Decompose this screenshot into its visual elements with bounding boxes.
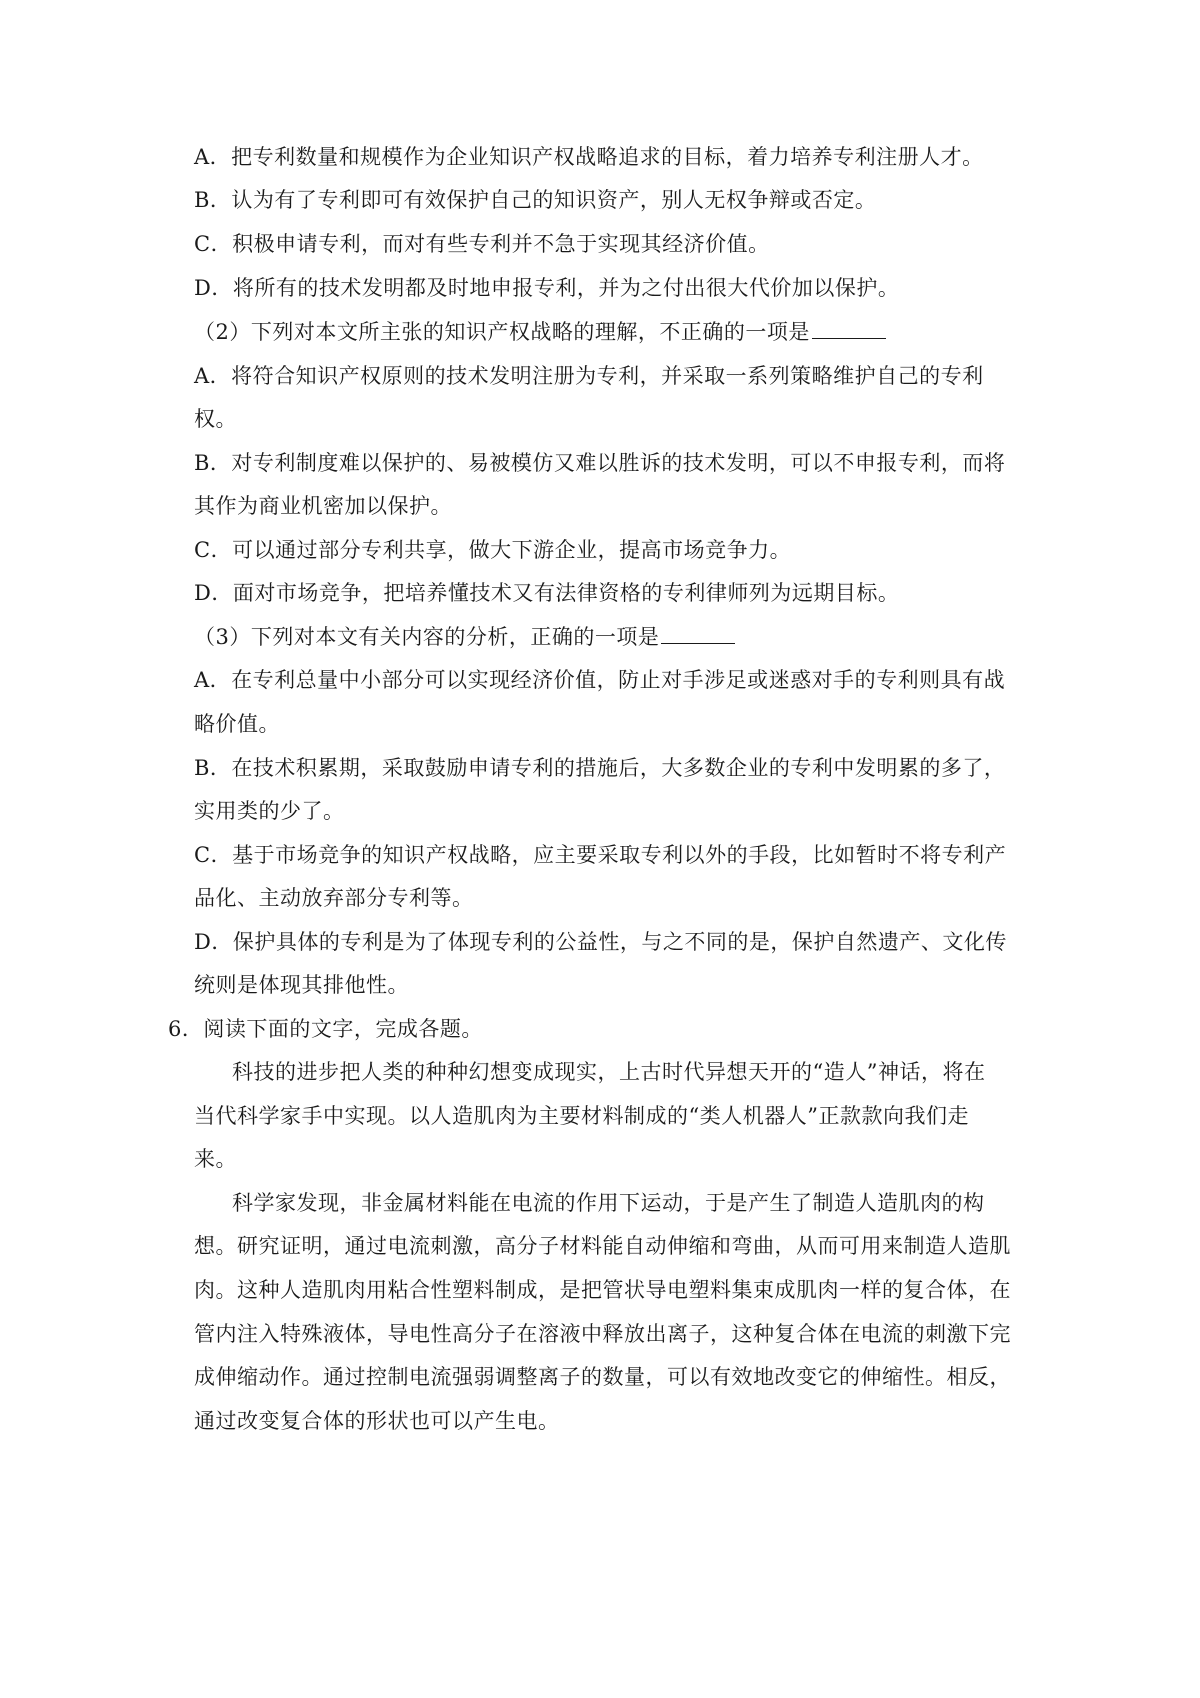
q6-para2-line6: 通过改变复合体的形状也可以产生电。: [194, 1409, 560, 1433]
q3-stem-text: （3）下列对本文有关内容的分析，正确的一项是: [194, 625, 660, 649]
q6-para2-line2: 想。研究证明，通过电流刺激，高分子材料能自动伸缩和弯曲，从而可用来制造人造肌: [194, 1234, 1011, 1258]
q2-option-d: D．面对市场竞争，把培养懂技术又有法律资格的专利律师列为远期目标。: [194, 581, 900, 605]
q6-para2-line4: 管内注入特殊液体，导电性高分子在溶液中释放出离子，这种复合体在电流的刺激下完: [194, 1322, 1011, 1346]
q3-option-c-line2: 品化、主动放弃部分专利等。: [194, 886, 474, 910]
q2-stem: [194, 318, 886, 346]
q2-stem-text: （2）下列对本文所主张的知识产权战略的理解，不正确的一项是: [194, 320, 810, 344]
q6-para2-line5: 成伸缩动作。通过控制电流强弱调整离子的数量，可以有效地改变它的伸缩性。相反，: [194, 1365, 1011, 1389]
q1-option-d: D．将所有的技术发明都及时地申报专利，并为之付出很大代价加以保护。: [194, 276, 900, 300]
q2-option-b-line2: 其作为商业机密加以保护。: [194, 494, 452, 518]
answer-blank: [661, 623, 735, 644]
q2-option-c: C．可以通过部分专利共享，做大下游企业，提高市场竞争力。: [194, 538, 792, 562]
q6-para2-line3: 肉。这种人造肌肉用粘合性塑料制成，是把管状导电塑料集束成肌肉一样的复合体，在: [194, 1278, 1011, 1302]
q3-stem: [194, 623, 735, 651]
q1-option-b: B．认为有了专利即可有效保护自己的知识资产，别人无权争辩或否定。: [194, 188, 877, 212]
q2-option-a-line1: A．将符合知识产权原则的技术发明注册为专利，并采取一系列策略维护自己的专利: [194, 364, 984, 388]
q2-option-b-line1: B．对专利制度难以保护的、易被模仿又难以胜诉的技术发明，可以不申报专利，而将: [194, 451, 1006, 475]
answer-blank: [812, 318, 886, 339]
q6-para2-line1: 科学家发现，非金属材料能在电流的作用下运动，于是产生了制造人造肌肉的构: [232, 1191, 985, 1215]
q6-heading: 6．阅读下面的文字，完成各题。: [168, 1017, 483, 1041]
q3-option-d-line2: 统则是体现其排他性。: [194, 973, 409, 997]
q6-para1-line1: 科技的进步把人类的种种幻想变成现实，上古时代异想天开的“造人”神话，将在: [232, 1060, 986, 1084]
q3-option-a-line2: 略价值。: [194, 712, 280, 736]
q3-option-c-line1: C．基于市场竞争的知识产权战略，应主要采取专利以外的手段，比如暂时不将专利产: [194, 843, 1007, 867]
q3-option-d-line1: D．保护具体的专利是为了体现专利的公益性，与之不同的是，保护自然遗产、文化传: [194, 930, 1007, 954]
q1-option-a: A．把专利数量和规模作为企业知识产权战略追求的目标，着力培养专利注册人才。: [194, 145, 984, 169]
q3-option-b-line2: 实用类的少了。: [194, 799, 345, 823]
q1-option-c: C．积极申请专利，而对有些专利并不急于实现其经济价值。: [194, 232, 770, 256]
q6-para1-line3: 来。: [194, 1147, 237, 1171]
q2-option-a-line2: 权。: [194, 407, 237, 431]
q3-option-b-line1: B．在技术积累期，采取鼓励申请专利的措施后，大多数企业的专利中发明累的多了，: [194, 756, 1006, 780]
q3-option-a-line1: A．在专利总量中小部分可以实现经济价值，防止对手涉足或迷惑对手的专利则具有战: [194, 668, 1006, 692]
q6-para1-line2: 当代科学家手中实现。以人造肌肉为主要材料制成的“类人机器人”正款款向我们走: [194, 1104, 969, 1128]
